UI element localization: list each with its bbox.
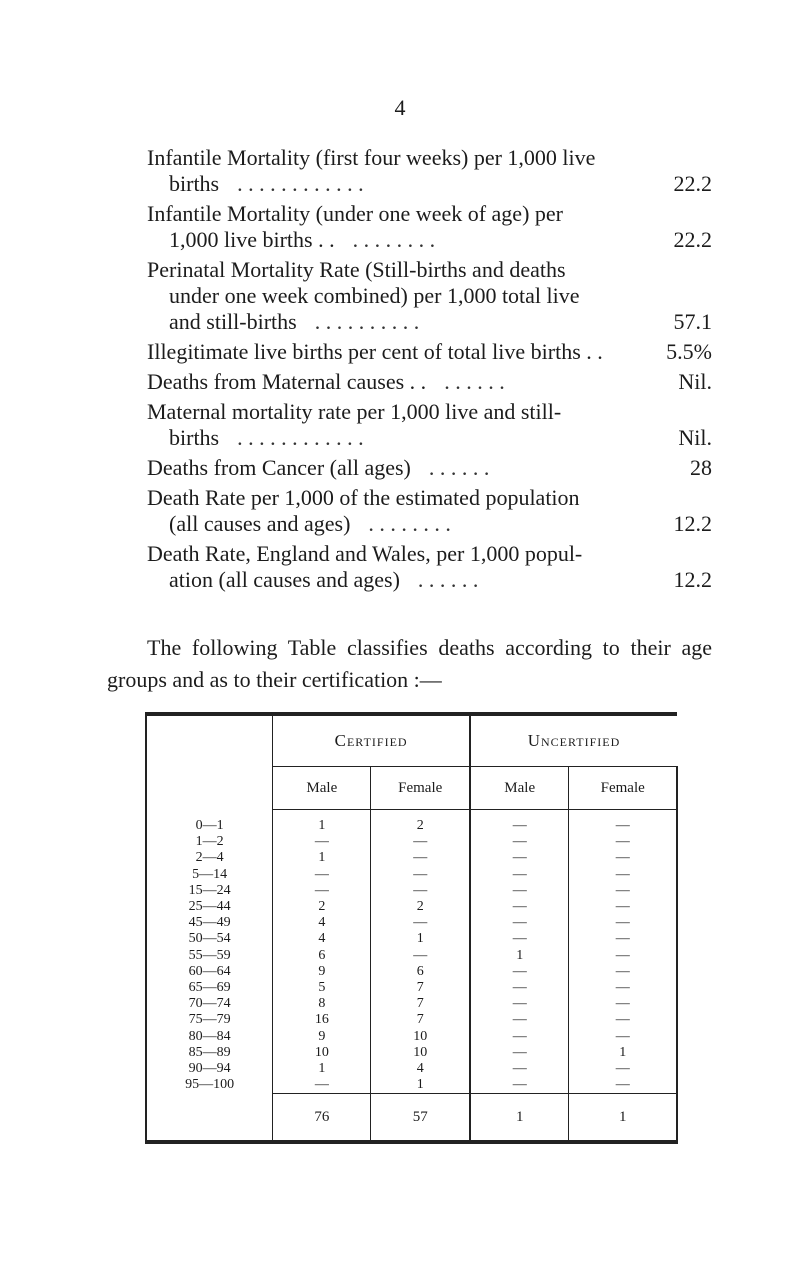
certified-male-cell: 1 (273, 1061, 371, 1077)
certified-male-cell: 1 (273, 850, 371, 866)
table-intro-paragraph: The following Table classifies deaths according to their age groups and as to their certification :— (107, 635, 712, 692)
uncertified-header: Uncertified (470, 714, 677, 767)
uncertified-male-cell: — (470, 1028, 569, 1044)
uncertified-male-cell: — (470, 834, 569, 850)
uncertified-female-cell: — (569, 883, 677, 899)
certified-female-header: Female (371, 767, 470, 810)
table-row (146, 996, 677, 1012)
stat-label-line: Perinatal Mortality Rate (Still-births and deaths (147, 257, 566, 282)
stat-value: 28 (690, 455, 712, 480)
table-row (146, 980, 677, 996)
age-group-cell: 80—84 (146, 1028, 273, 1044)
table-row (146, 915, 677, 931)
stat-label-line: Illegitimate live births per cent of total live births . . (147, 339, 603, 364)
stat-leader-dots: . . . . . . . . (352, 227, 436, 252)
stat-leader-dots: . . . . . . . . (368, 511, 451, 536)
totals-label-cell (146, 1094, 273, 1143)
table-row (146, 810, 677, 835)
stat-value: 57.1 (673, 309, 712, 334)
uncertified-male-cell: 1 (470, 948, 569, 964)
statistics-list (147, 145, 712, 597)
deaths-table-container (145, 712, 678, 1270)
stat-value-line (147, 309, 712, 335)
certified-female-cell: 6 (371, 964, 470, 980)
stat-value: Nil. (678, 425, 712, 450)
stat-label-line: 1,000 live births . . (169, 227, 335, 252)
certified-male-cell: 16 (273, 1012, 371, 1028)
stat-label-line: births (169, 425, 220, 450)
certified-male-cell: 4 (273, 915, 371, 931)
age-group-cell: 90—94 (146, 1061, 273, 1077)
uncertified-female-cell: — (569, 834, 677, 850)
certified-male-cell: 6 (273, 948, 371, 964)
age-group-cell: 25—44 (146, 899, 273, 915)
certified-female-cell: — (371, 915, 470, 931)
certified-male-cell: 4 (273, 931, 371, 947)
stat-value-line (147, 455, 712, 481)
stat-value: 12.2 (673, 511, 712, 536)
stat-value-line (147, 567, 712, 593)
stat-label-line: Deaths from Cancer (all ages) (147, 455, 411, 480)
uncertified-female-cell: — (569, 850, 677, 866)
certified-male-cell: 1 (273, 810, 371, 835)
stat-leader-dots: . . . . . . (428, 455, 490, 480)
stat-value: Nil. (678, 369, 712, 394)
total-certified-female: 57 (371, 1094, 470, 1143)
uncertified-female-cell: — (569, 1012, 677, 1028)
table-row (146, 899, 677, 915)
certified-male-cell: — (273, 1077, 371, 1094)
certified-female-cell: — (371, 834, 470, 850)
stat-label-line: Death Rate, England and Wales, per 1,000 popul- (147, 541, 583, 566)
uncertified-male-cell: — (470, 810, 569, 835)
stat-leader-dots: . . . . . . (417, 567, 479, 592)
stat-value-line (147, 511, 712, 537)
certified-female-cell: 10 (371, 1028, 470, 1044)
age-group-cell: 55—59 (146, 948, 273, 964)
table-row (146, 931, 677, 947)
uncertified-male-cell: — (470, 867, 569, 883)
stat-item (147, 201, 712, 253)
certified-female-cell: — (371, 867, 470, 883)
table-row (146, 1045, 677, 1061)
table-row (146, 883, 677, 899)
stat-label-line: ation (all causes and ages) (169, 567, 400, 592)
stat-value-line (147, 369, 712, 395)
uncertified-male-cell: — (470, 1045, 569, 1061)
stat-value: 22.2 (673, 227, 712, 252)
age-group-cell: 5—14 (146, 867, 273, 883)
total-uncertified-female: 1 (569, 1094, 677, 1143)
uncertified-female-cell: — (569, 980, 677, 996)
uncertified-female-cell: — (569, 810, 677, 835)
table-row (146, 834, 677, 850)
deaths-by-age-table (145, 712, 678, 1144)
stat-item (147, 399, 712, 451)
uncertified-male-header: Male (470, 767, 569, 810)
uncertified-female-cell: — (569, 1028, 677, 1044)
uncertified-male-cell: — (470, 883, 569, 899)
age-group-cell: 15—24 (146, 883, 273, 899)
stat-item (147, 145, 712, 197)
uncertified-male-cell: — (470, 931, 569, 947)
certified-male-header: Male (273, 767, 371, 810)
certified-male-cell: 9 (273, 964, 371, 980)
certified-female-cell: 2 (371, 899, 470, 915)
total-certified-male: 76 (273, 1094, 371, 1143)
uncertified-male-cell: — (470, 980, 569, 996)
uncertified-male-cell: — (470, 915, 569, 931)
uncertified-female-cell: 1 (569, 1045, 677, 1061)
certified-male-cell: 2 (273, 899, 371, 915)
uncertified-female-cell: — (569, 1061, 677, 1077)
uncertified-female-cell: — (569, 996, 677, 1012)
certified-header: Certified (273, 714, 470, 767)
stat-value: 12.2 (673, 567, 712, 592)
stat-item (147, 485, 712, 537)
table-row (146, 1028, 677, 1044)
stat-leader-dots: . . . . . . . . . . (314, 309, 420, 334)
age-group-cell: 1—2 (146, 834, 273, 850)
certified-female-cell: — (371, 850, 470, 866)
uncertified-female-cell: — (569, 964, 677, 980)
stat-value-line (147, 425, 712, 451)
uncertified-male-cell: — (470, 899, 569, 915)
stat-value: 5.5% (666, 339, 712, 364)
uncertified-male-cell: — (470, 850, 569, 866)
age-group-cell: 2—4 (146, 850, 273, 866)
certified-female-cell: 1 (371, 931, 470, 947)
certified-female-cell: 7 (371, 996, 470, 1012)
certified-male-cell: — (273, 834, 371, 850)
certified-male-cell: — (273, 883, 371, 899)
uncertified-female-cell: — (569, 931, 677, 947)
stat-label-line: Maternal mortality rate per 1,000 live and still- (147, 399, 562, 424)
stat-item (147, 339, 712, 365)
stat-value-line (147, 227, 712, 253)
stat-item (147, 369, 712, 395)
table-row (146, 1012, 677, 1028)
stat-label-line: births (169, 171, 220, 196)
age-group-cell: 95—100 (146, 1077, 273, 1094)
certified-male-cell: 8 (273, 996, 371, 1012)
uncertified-male-cell: — (470, 1077, 569, 1094)
table-row (146, 867, 677, 883)
age-group-cell: 60—64 (146, 964, 273, 980)
certified-female-cell: 4 (371, 1061, 470, 1077)
table-row (146, 850, 677, 866)
certified-female-cell: 1 (371, 1077, 470, 1094)
table-row (146, 1061, 677, 1077)
stat-leader-dots: . . . . . . . . . . . . (237, 425, 364, 450)
uncertified-female-cell: — (569, 915, 677, 931)
stat-label-line: Infantile Mortality (under one week of age) per (147, 201, 563, 226)
stat-label-line: Infantile Mortality (first four weeks) per 1,000 live (147, 145, 596, 170)
certified-female-cell: 7 (371, 1012, 470, 1028)
total-uncertified-male: 1 (470, 1094, 569, 1143)
stat-label-line: (all causes and ages) (169, 511, 351, 536)
certified-male-cell: 5 (273, 980, 371, 996)
age-group-cell: 65—69 (146, 980, 273, 996)
uncertified-female-cell: — (569, 948, 677, 964)
stat-item (147, 541, 712, 593)
stat-value-line (147, 339, 712, 365)
certified-male-cell: — (273, 867, 371, 883)
age-group-cell: 75—79 (146, 1012, 273, 1028)
table-row (146, 964, 677, 980)
stat-leader-dots: . . . . . . . . . . . . (237, 171, 364, 196)
certified-female-cell: 10 (371, 1045, 470, 1061)
uncertified-male-cell: — (470, 1061, 569, 1077)
age-group-cell: 0—1 (146, 810, 273, 835)
stat-label-line: Deaths from Maternal causes . . (147, 369, 427, 394)
stat-value: 22.2 (673, 171, 712, 196)
table-row (146, 1077, 677, 1094)
certified-female-cell: — (371, 948, 470, 964)
page-number: 4 (394, 95, 406, 120)
uncertified-female-header: Female (569, 767, 677, 810)
age-group-cell: 45—49 (146, 915, 273, 931)
uncertified-male-cell: — (470, 964, 569, 980)
stat-leader-dots: . . . . . . (444, 369, 505, 394)
certified-female-cell: — (371, 883, 470, 899)
stat-label-line: and still-births (169, 309, 297, 334)
uncertified-female-cell: — (569, 867, 677, 883)
stat-label-line: under one week combined) per 1,000 total live (169, 283, 580, 308)
stat-item (147, 455, 712, 481)
table-row (146, 948, 677, 964)
table-body (146, 810, 677, 1094)
uncertified-female-cell: — (569, 1077, 677, 1094)
stat-item (147, 257, 712, 335)
uncertified-male-cell: — (470, 1012, 569, 1028)
age-group-cell: 85—89 (146, 1045, 273, 1061)
certified-male-cell: 9 (273, 1028, 371, 1044)
uncertified-female-cell: — (569, 899, 677, 915)
stat-label-line: Death Rate per 1,000 of the estimated population (147, 485, 580, 510)
certified-female-cell: 7 (371, 980, 470, 996)
age-group-cell: 50—54 (146, 931, 273, 947)
age-group-cell: 70—74 (146, 996, 273, 1012)
certified-male-cell: 10 (273, 1045, 371, 1061)
totals-row (146, 1094, 677, 1143)
age-group-header (146, 714, 273, 810)
stat-value-line (147, 171, 712, 197)
certified-female-cell: 2 (371, 810, 470, 835)
uncertified-male-cell: — (470, 996, 569, 1012)
